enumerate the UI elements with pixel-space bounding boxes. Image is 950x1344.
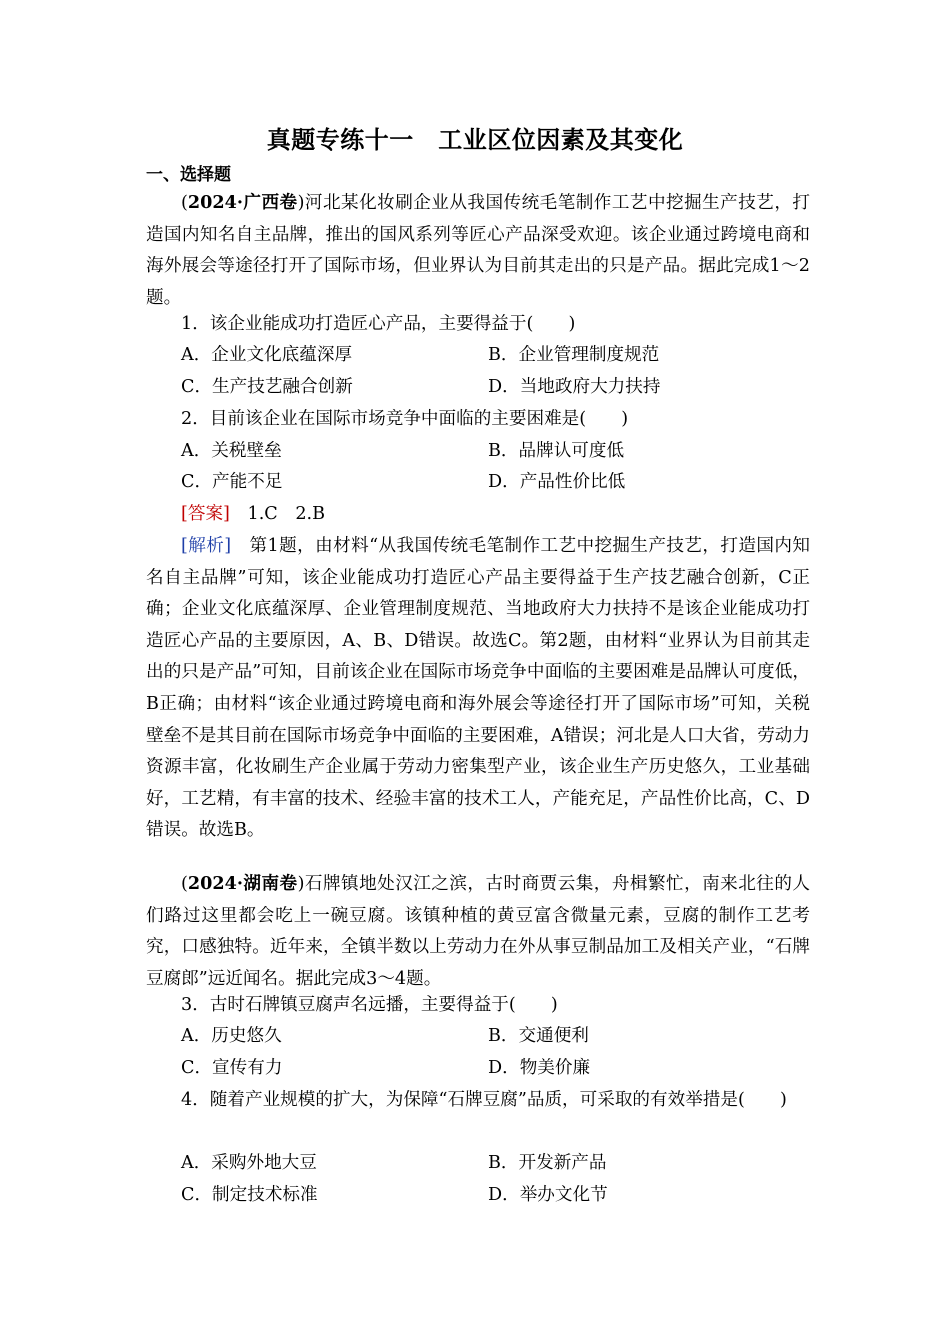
analysis-paragraph (146, 531, 810, 847)
passage-text: 石牌镇地处汉江之滨，古时商贾云集，舟楫繁忙，南来北往的人们路过这里都会吃上一碗豆腐。该镇种植的黄豆富含微量元素，豆腐的制作工艺考究，口感独特。近年来，全镇半数以上劳动力在外从事豆制品加工及相关产业，“石牌豆腐郎”远近闻名。据此完成3～4题。 (146, 874, 810, 989)
question-4-option-c: C．制定技术标准 (181, 1185, 318, 1205)
question-2-option-a: A．关税壁垒 (181, 441, 282, 461)
question-3-option-a: A．历史悠久 (181, 1026, 282, 1046)
analysis-label: [解析] (181, 536, 232, 556)
question-4-option-b: B．开发新产品 (488, 1153, 607, 1173)
question-2-option-b: B．品牌认可度低 (488, 441, 625, 461)
question-1-option-c: C．生产技艺融合创新 (181, 377, 353, 397)
question-1-option-b: B．企业管理制度规范 (488, 345, 660, 365)
question-3-option-d: D．物美价廉 (488, 1058, 591, 1078)
passage-text: 河北某化妆刷企业从我国传统毛笔制作工艺中挖掘生产技艺，打造国内知名自主品牌，推出的国风系列等匠心产品深受欢迎。该企业通过跨境电商和海外展会等途径打开了国际市场，但业界认为目前其走出的只是产品。据此完成1～2题。 (146, 193, 810, 308)
answer-label: [答案] (181, 504, 230, 524)
question-3-option-b: B．交通便利 (488, 1026, 589, 1046)
passage-hunan: (2024·湖南卷)石牌镇地处汉江之滨，古时商贾云集，舟楫繁忙，南来北往的人们路过这里都会吃上一碗豆腐。该镇种植的黄豆富含微量元素，豆腐的制作工艺考究，口感独特。近年来，全镇半数以上劳动力在外从事豆制品加工及相关产业，“石牌豆腐郎”远近闻名。据此完成3～4题。 (146, 873, 810, 989)
question-2-option-c: C．产能不足 (181, 472, 283, 492)
answer-text: 1.C 2.B (229, 504, 326, 524)
answer-line (181, 499, 325, 529)
source-tag: 2024·广西卷 (187, 192, 298, 213)
question-4-stem: 4．随着产业规模的扩大，为保障“石牌豆腐”品质，可采取的有效举措是( ) (181, 1090, 787, 1110)
passage-guangxi: (2024·广西卷)河北某化妆刷企业从我国传统毛笔制作工艺中挖掘生产技艺，打造国内知名自主品牌，推出的国风系列等匠心产品深受欢迎。该企业通过跨境电商和海外展会等途径打开了国际市场，但业界认为目前其走出的只是产品。据此完成1～2题。 (146, 192, 810, 308)
question-4-option-d: D．举办文化节 (488, 1185, 608, 1205)
question-4-option-a: A．采购外地大豆 (181, 1153, 317, 1173)
analysis-text: 第1题，由材料“从我国传统毛笔制作工艺中挖掘生产技艺，打造国内知名自主品牌”可知，该企业能成功打造匠心产品主要得益于生产技艺融合创新，C正确；企业文化底蕴深厚、企业管理制度规范、当地政府大力扶持不是该企业能成功打造匠心产品的主要原因，A、B、D错误。故选C。第2题，由材料“业界认为目前其走出的只是产品”可知，目前该企业在国际市场竞争中面临的主要困难是品牌认可度低，B正确；由材料“该企业通过跨境电商和海外展会等途径打开了国际市场”可知，关税壁垒不是其目前在国际市场竞争中面临的主要困难，A错误；河北是人口大省，劳动力资源丰富，化妆刷生产企业属于劳动力密集型产业，该企业生产历史悠久，工业基础好，工艺精，有丰富的技术、经验丰富的技术工人，产能充足，产品性价比高，C、D错误。故选B。 (146, 536, 810, 841)
question-1-option-a: A．企业文化底蕴深厚 (181, 345, 353, 365)
question-1-option-d: D．当地政府大力扶持 (488, 377, 661, 397)
question-3-option-c: C．宣传有力 (181, 1058, 283, 1078)
page-title: 真题专练十一 工业区位因素及其变化 (266, 125, 684, 154)
section-heading: 一、选择题 (146, 165, 231, 185)
question-2-stem: 2．目前该企业在国际市场竞争中面临的主要困难是( ) (181, 409, 629, 429)
question-3-stem: 3．古时石牌镇豆腐声名远播，主要得益于( ) (181, 995, 558, 1015)
source-tag: 2024·湖南卷 (187, 873, 298, 894)
question-1-stem: 1．该企业能成功打造匠心产品，主要得益于( ) (181, 314, 576, 334)
question-2-option-d: D．产品性价比低 (488, 472, 626, 492)
